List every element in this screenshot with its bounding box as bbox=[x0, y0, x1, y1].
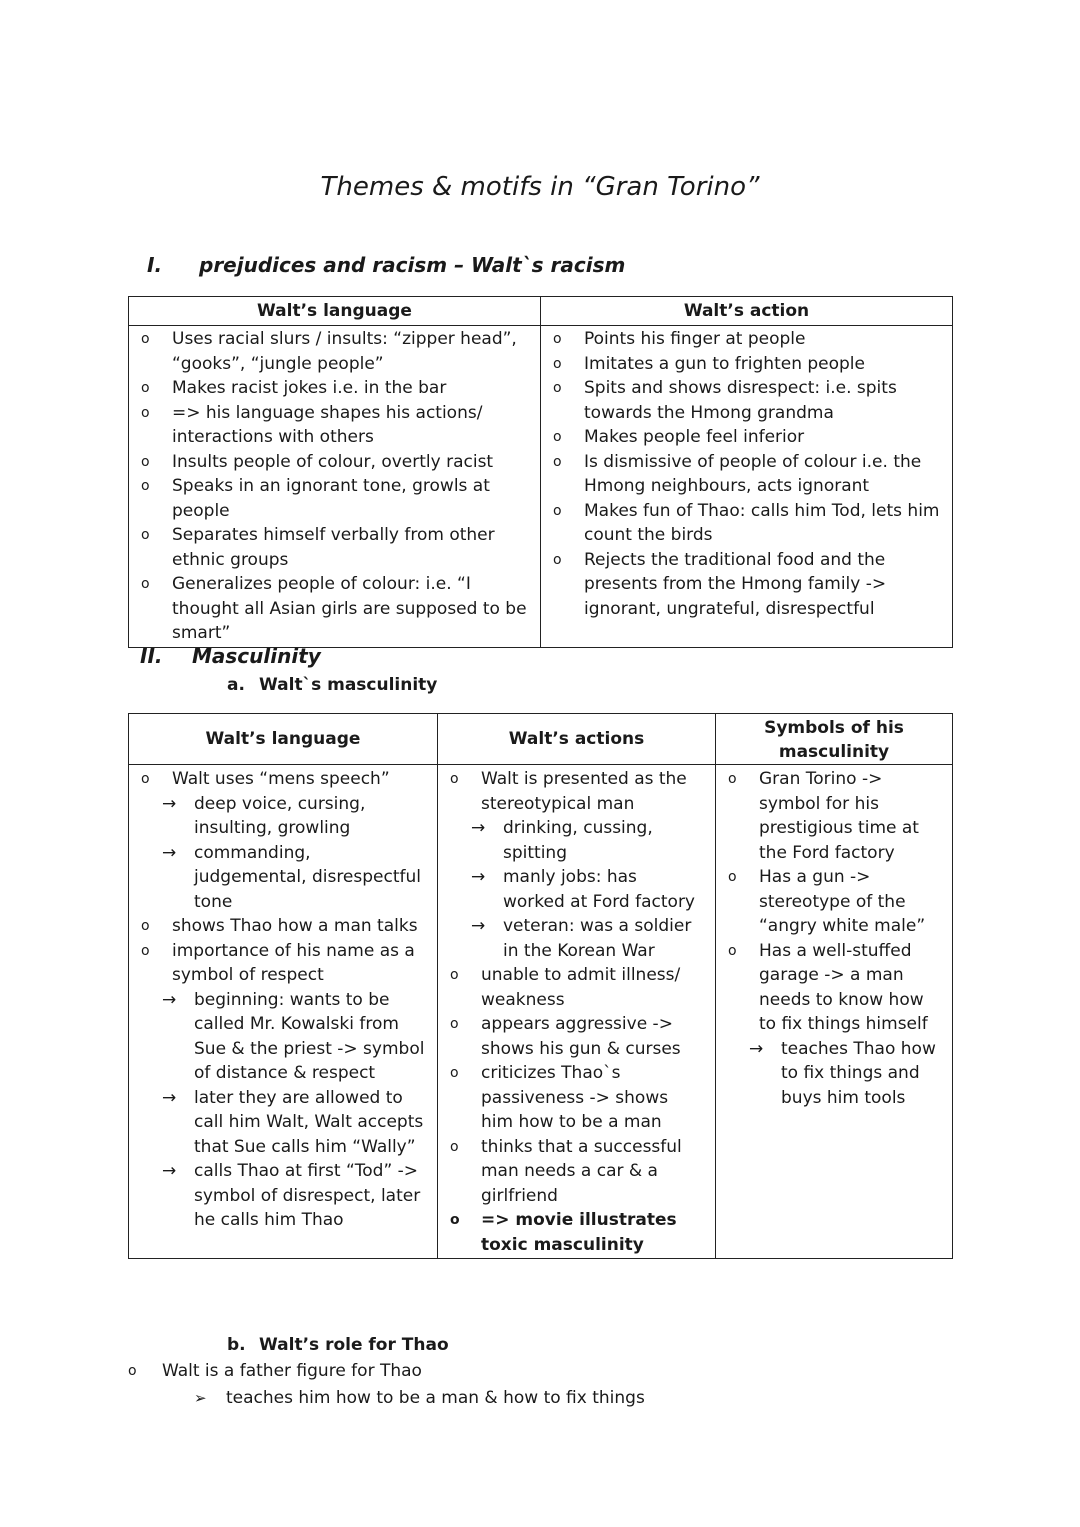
list-item: o thinks that a successful man needs a car & a girlfriend bbox=[438, 1135, 703, 1209]
list-item: o Rejects the traditional food and the presents from the Hmong family -> ignorant, ungrateful, disrespectful bbox=[541, 548, 942, 622]
section-2-title: Masculinity bbox=[192, 644, 321, 668]
arrow-icon: → bbox=[162, 989, 177, 1010]
document-title: Themes & motifs in “Gran Torino” bbox=[320, 172, 760, 202]
arrow-item-text: commanding, judgemental, disrespectful tone bbox=[194, 842, 421, 912]
arrow-item bbox=[438, 865, 703, 914]
arrow-item-text: manly jobs: has worked at Ford factory bbox=[503, 867, 695, 912]
subsection-b-letter: b. bbox=[227, 1335, 246, 1355]
list-item: o Uses racial slurs / insults: “zipper head”, “gooks”, “jungle people” bbox=[129, 327, 530, 376]
list-item: o shows Thao how a man talks bbox=[129, 914, 425, 939]
list-item: o Generalizes people of colour: i.e. “I thought all Asian girls are supposed to be smart” bbox=[129, 572, 530, 646]
arrow-icon: → bbox=[162, 842, 177, 863]
list-item: o Insults people of colour, overtly racist bbox=[129, 450, 530, 475]
list-item: o importance of his name as a symbol of respect bbox=[129, 939, 425, 988]
list-item bbox=[128, 1359, 928, 1384]
subsection-a-letter: a. bbox=[227, 675, 245, 695]
arrow-icon: → bbox=[162, 1161, 177, 1181]
section-2-heading bbox=[140, 642, 321, 670]
racism-language-header: Walt’s language bbox=[129, 297, 541, 326]
list-item: o unable to admit illness/ weakness bbox=[438, 963, 703, 1012]
list-item: o Makes fun of Thao: calls him Tod, lets him count the birds bbox=[541, 499, 942, 548]
list-item: o Makes people feel inferior bbox=[541, 425, 942, 450]
arrow-item bbox=[129, 988, 425, 1086]
arrow-item bbox=[129, 1159, 425, 1233]
arrowhead-icon: ➢ bbox=[194, 1388, 207, 1407]
list-item: o Separates himself verbally from other ethnic groups bbox=[129, 523, 530, 572]
arrow-icon: → bbox=[471, 916, 486, 936]
arrow-item bbox=[716, 1037, 942, 1111]
masculinity-language-list bbox=[129, 767, 425, 1233]
list-item: o Imitates a gun to frighten people bbox=[541, 352, 942, 377]
section-1-heading bbox=[147, 251, 625, 279]
racism-action-list bbox=[541, 327, 942, 621]
conclusion-item: o => movie illustrates toxic masculinity bbox=[438, 1208, 703, 1257]
masculinity-language-header: Walt’s language bbox=[129, 714, 438, 765]
arrow-item bbox=[128, 1386, 928, 1411]
arrow-icon: → bbox=[162, 793, 177, 814]
subsection-a-title: Walt`s masculinity bbox=[259, 675, 438, 695]
racism-language-list bbox=[129, 327, 530, 646]
racism-action-header: Walt’s action bbox=[541, 297, 953, 326]
section-1-title: prejudices and racism – Walt`s racism bbox=[199, 253, 626, 277]
arrow-item-text: later they are allowed to call him Walt, Walt accepts that Sue calls him “Wally” bbox=[194, 1087, 424, 1157]
masculinity-symbols-header: Symbols of his masculinity bbox=[716, 714, 953, 765]
arrow-item-text: teaches him how to be a man & how to fix things bbox=[226, 1387, 645, 1408]
arrow-icon: → bbox=[471, 818, 486, 838]
bullet-icon: o bbox=[128, 1363, 137, 1379]
arrow-item-text: deep voice, cursing, insulting, growling bbox=[194, 793, 366, 838]
subsection-b-title: Walt’s role for Thao bbox=[259, 1335, 449, 1355]
masculinity-actions-header: Walt’s actions bbox=[438, 714, 716, 765]
list-item: o appears aggressive -> shows his gun & curses bbox=[438, 1012, 703, 1061]
list-item: o Gran Torino -> symbol for his prestigious time at the Ford factory bbox=[716, 767, 942, 865]
list-item: o Speaks in an ignorant tone, growls at people bbox=[129, 474, 530, 523]
list-item: o Is dismissive of people of colour i.e. the Hmong neighbours, acts ignorant bbox=[541, 450, 942, 499]
list-item: o Makes racist jokes i.e. in the bar bbox=[129, 376, 530, 401]
arrow-item-text: drinking, cussing, spitting bbox=[503, 818, 653, 863]
arrow-item-text: beginning: wants to be called Mr. Kowalski from Sue & the priest -> symbol of distance & respect bbox=[194, 989, 425, 1083]
arrow-item bbox=[438, 914, 703, 963]
list-item: o Walt is presented as the stereotypical man bbox=[438, 767, 703, 816]
arrow-item-text: calls Thao at first “Tod” -> symbol of disrespect, later he calls him Thao bbox=[194, 1161, 421, 1230]
masculinity-table bbox=[128, 713, 953, 1259]
arrow-item-text: veteran: was a soldier in the Korean War bbox=[503, 916, 692, 961]
masculinity-actions-list bbox=[438, 767, 703, 1257]
list-item: o Spits and shows disrespect: i.e. spits towards the Hmong grandma bbox=[541, 376, 942, 425]
arrow-item bbox=[129, 1086, 425, 1160]
arrow-item bbox=[129, 841, 425, 915]
role-list bbox=[128, 1359, 928, 1410]
arrow-item bbox=[129, 792, 425, 841]
list-item: o Has a gun -> stereotype of the “angry white male” bbox=[716, 865, 942, 939]
arrow-item-text: teaches Thao how to fix things and buys him tools bbox=[781, 1038, 936, 1108]
section-1-number: I. bbox=[147, 253, 163, 277]
arrow-icon: → bbox=[749, 1038, 764, 1059]
list-item: o Has a well-stuffed garage -> a man needs to know how to fix things himself bbox=[716, 939, 942, 1037]
list-item: o Points his finger at people bbox=[541, 327, 942, 352]
masculinity-symbols-list bbox=[716, 767, 942, 1110]
arrow-item bbox=[438, 816, 703, 865]
subsection-b-heading bbox=[227, 1333, 449, 1358]
role-item-text: Walt is a father figure for Thao bbox=[162, 1361, 422, 1381]
section-2-number: II. bbox=[140, 644, 163, 668]
arrow-icon: → bbox=[162, 1087, 177, 1108]
list-item: o => his language shapes his actions/ interactions with others bbox=[129, 401, 530, 450]
arrow-icon: → bbox=[471, 867, 486, 887]
racism-table bbox=[128, 296, 953, 648]
list-item: o criticizes Thao`s passiveness -> shows him how to be a man bbox=[438, 1061, 703, 1135]
list-item: o Walt uses “mens speech” bbox=[129, 767, 425, 792]
subsection-a-heading bbox=[227, 673, 437, 698]
